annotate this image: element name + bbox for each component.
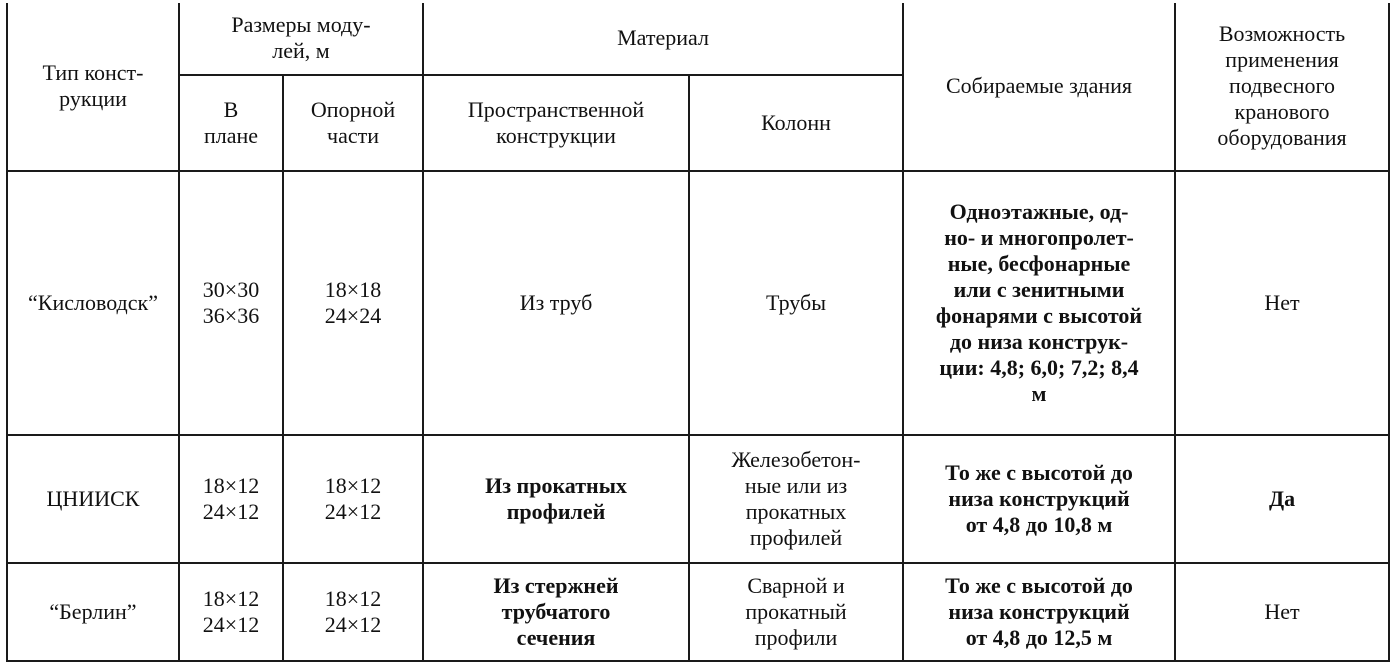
cell-crane: Да bbox=[1175, 435, 1389, 563]
header-support: Опорной части bbox=[283, 75, 423, 171]
cell-buildings: Одноэтажные, од- но- и многопролет- ные, бесфонарные или с зенитными фонарями с высотой до низа конструк- ции: 4,8; 6,0; 7,2; 8,4 м bbox=[903, 171, 1175, 435]
top-crop-edge bbox=[0, 0, 1392, 3]
cell-buildings: То же с высотой до низа конструкций от 4,8 до 12,5 м bbox=[903, 563, 1175, 661]
cell-columns: Железобетон- ные или из прокатных профилей bbox=[689, 435, 903, 563]
cell-plan: 18×12 24×12 bbox=[179, 435, 283, 563]
header-module-sizes: Размеры моду- лей, м bbox=[179, 1, 423, 75]
cell-buildings: То же с высотой до низа конструкций от 4,8 до 10,8 м bbox=[903, 435, 1175, 563]
cell-support: 18×18 24×24 bbox=[283, 171, 423, 435]
table-row bbox=[7, 171, 1389, 435]
cell-spatial: Из прокатных профилей bbox=[423, 435, 689, 563]
cell-type: “Кисловодск” bbox=[7, 171, 179, 435]
cell-spatial: Из труб bbox=[423, 171, 689, 435]
header-buildings: Собираемые здания bbox=[903, 1, 1175, 171]
cell-columns: Сварной и прокатный профили bbox=[689, 563, 903, 661]
structures-table bbox=[6, 0, 1390, 662]
header-spatial: Пространственной конструкции bbox=[423, 75, 689, 171]
cell-support: 18×12 24×12 bbox=[283, 563, 423, 661]
cell-type: ЦНИИСК bbox=[7, 435, 179, 563]
cell-support: 18×12 24×12 bbox=[283, 435, 423, 563]
cell-plan: 30×30 36×36 bbox=[179, 171, 283, 435]
header-material: Материал bbox=[423, 1, 903, 75]
cell-type: “Берлин” bbox=[7, 563, 179, 661]
cell-crane: Нет bbox=[1175, 171, 1389, 435]
header-in-plan: В плане bbox=[179, 75, 283, 171]
header-row-top bbox=[7, 1, 1389, 75]
table-row bbox=[7, 435, 1389, 563]
table-row bbox=[7, 563, 1389, 661]
document-sheet bbox=[6, 0, 1390, 656]
cell-crane: Нет bbox=[1175, 563, 1389, 661]
cell-columns: Трубы bbox=[689, 171, 903, 435]
header-crane: Возможность применения подвесного кранового оборудования bbox=[1175, 1, 1389, 171]
cell-plan: 18×12 24×12 bbox=[179, 563, 283, 661]
header-columns: Колонн bbox=[689, 75, 903, 171]
cell-spatial: Из стержней трубчатого сечения bbox=[423, 563, 689, 661]
header-type: Тип конст- рукции bbox=[7, 1, 179, 171]
